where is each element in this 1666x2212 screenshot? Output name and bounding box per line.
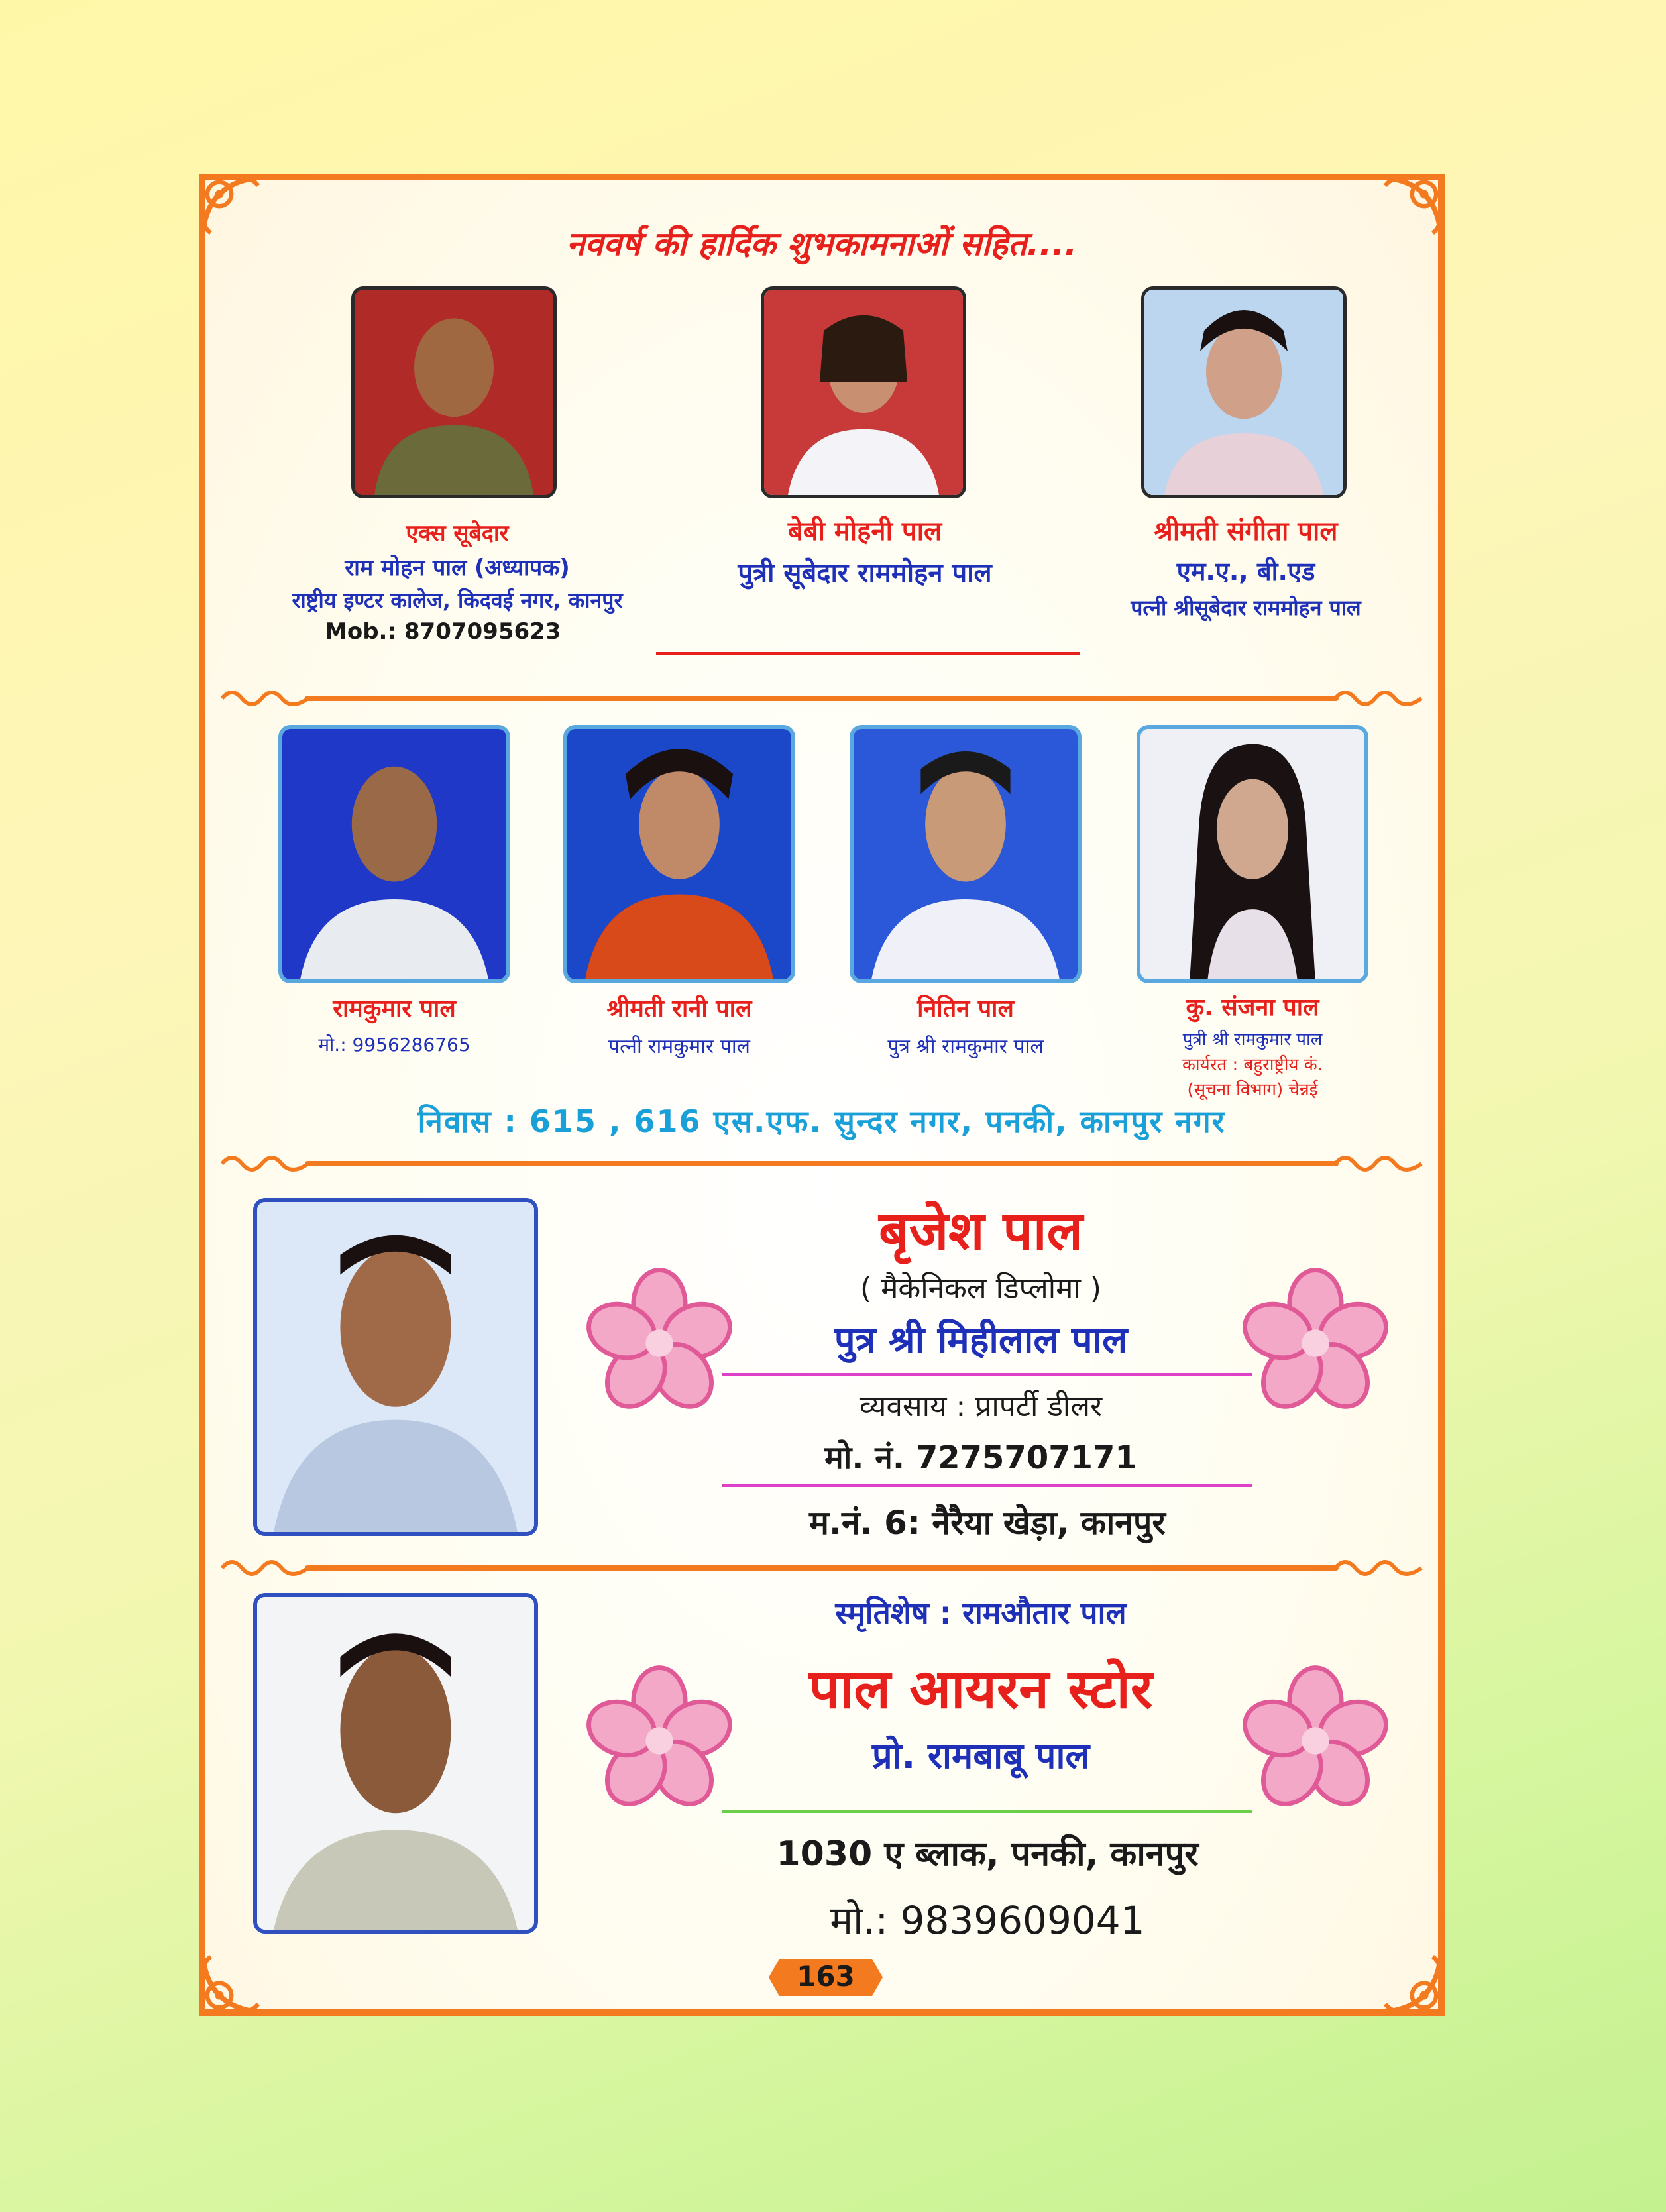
caption-line: राष्ट्रीय इण्टर कालेज, किदवई नगर, कानपुर: [292, 588, 623, 613]
caption-line: एम.ए., बी.एड: [1176, 557, 1315, 586]
caption-block: [669, 512, 1060, 590]
shop-address: म.नं. 6: नैरैया खेड़ा, कानपुर: [809, 1504, 1166, 1542]
divider-line: [305, 1161, 1339, 1166]
underline-rule: [656, 652, 1080, 655]
caption-name: रामकुमार पाल: [333, 995, 456, 1023]
swirl-ornament-icon: [219, 1555, 311, 1581]
relation: पुत्र श्री मिहीलाल पाल: [834, 1319, 1128, 1362]
caption-block: [245, 517, 669, 645]
caption-line: पुत्री श्री रामकुमार पाल: [1182, 1030, 1323, 1050]
swirl-ornament-icon: [219, 1150, 311, 1177]
swirl-ornament-icon: [219, 685, 311, 712]
caption-line: पत्नी श्रीसूबेदार राममोहन पाल: [1131, 595, 1361, 620]
photo-portrait: [761, 286, 966, 498]
shop-address: 1030 ए ब्लाक, पनकी, कानपुर: [776, 1834, 1199, 1874]
mobile-number: मो.: 9839609041: [830, 1898, 1145, 1943]
qualification: ( मैकेनिकल डिप्लोमा ): [860, 1272, 1102, 1305]
caption-line: श्रीमती संगीता पाल: [1154, 516, 1338, 547]
photo-portrait: [351, 286, 557, 498]
swirl-ornament-icon: [1332, 1555, 1425, 1581]
swirl-ornament-icon: [1332, 685, 1425, 712]
caption-line: Mob.: 8707095623: [325, 618, 561, 645]
caption-block: [258, 991, 530, 1057]
corner-ornament-icon: [194, 1935, 280, 2021]
photo-portrait: [563, 725, 795, 983]
caption-line: (सूचना विभाग) चेन्नई: [1187, 1080, 1318, 1100]
caption-line: कार्यरत : बहुराष्ट्रीय कं.: [1182, 1055, 1323, 1075]
photo-portrait: [850, 725, 1082, 983]
page-number: 163: [797, 1960, 855, 1993]
caption-block: [1060, 512, 1431, 622]
photo-portrait: [253, 1198, 538, 1536]
caption-line: बेबी मोहनी पाल: [787, 516, 942, 547]
proprietor: प्रो. रामबाबू पाल: [871, 1735, 1090, 1777]
caption-line: राम मोहन पाल (अध्यापक): [345, 555, 570, 581]
divider-line: [305, 1565, 1339, 1571]
caption-line: मो.: 9956286765: [318, 1034, 471, 1056]
mobile-number: मो. नं. 7275707171: [824, 1439, 1137, 1476]
underline-rule: [722, 1810, 1252, 1813]
underline-rule: [722, 1373, 1252, 1376]
caption-name: श्रीमती रानी पाल: [606, 995, 752, 1023]
photo-portrait: [253, 1593, 538, 1934]
caption-line: एक्स सूबेदार: [406, 520, 509, 547]
person-name: बृजेश पाल: [879, 1200, 1083, 1262]
caption-block: [1113, 990, 1392, 1101]
flower-ornament-icon: [1239, 1267, 1392, 1419]
swirl-ornament-icon: [1332, 1150, 1425, 1177]
divider-line: [305, 696, 1339, 701]
page-card: [199, 174, 1445, 2016]
underline-rule: [722, 1484, 1252, 1487]
caption-line: पुत्र श्री रामकुमार पाल: [887, 1035, 1044, 1058]
photo-portrait: [278, 725, 510, 983]
caption-name: नितिन पाल: [917, 995, 1014, 1023]
caption-block: [830, 991, 1101, 1059]
corner-ornament-icon: [1364, 1935, 1450, 2021]
flower-ornament-icon: [583, 1267, 736, 1419]
shop-name: पाल आयरन स्टोर: [808, 1658, 1153, 1721]
caption-line: पत्नी रामकुमार पाल: [608, 1035, 750, 1058]
page-number-badge: [766, 1956, 885, 1999]
photo-portrait: [1141, 286, 1347, 498]
flower-ornament-icon: [583, 1665, 736, 1817]
memorial-line: स्मृतिशेष : रामऔतार पाल: [835, 1595, 1127, 1631]
greeting-title: नववर्ष की हार्दिक शुभकामनाओं सहित....: [566, 225, 1078, 263]
occupation: व्यवसाय : प्रापर्टी डीलर: [859, 1390, 1103, 1423]
residence-address: निवास : 615 , 616 एस.एफ. सुन्दर नगर, पनकी, कानपुर नगर: [417, 1103, 1226, 1139]
photo-portrait: [1137, 725, 1368, 983]
flower-ornament-icon: [1239, 1665, 1392, 1817]
caption-line: पुत्री सूबेदार राममोहन पाल: [738, 558, 992, 588]
caption-name: कु. संजना पाल: [1186, 994, 1319, 1021]
caption-block: [543, 991, 815, 1059]
